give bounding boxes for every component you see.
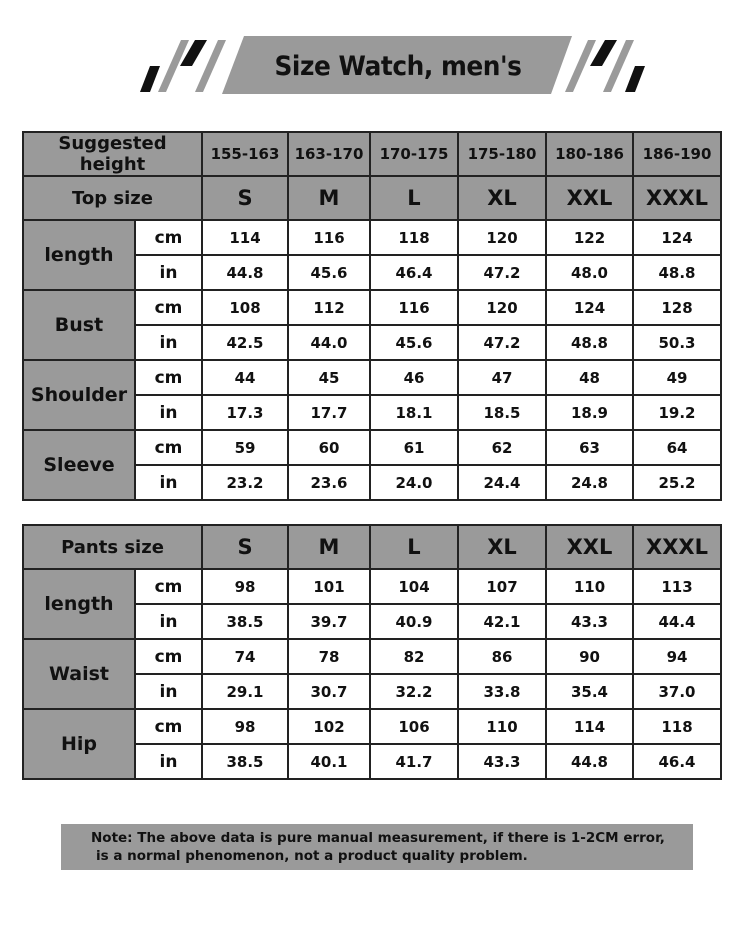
pants-size-table [22,524,722,780]
unit-in: in [135,674,202,709]
value-cell: 86 [458,639,546,674]
value-cell: 116 [288,220,370,255]
value-cell: 101 [288,569,370,604]
value-cell: 40.1 [288,744,370,779]
measure-label: length [23,220,135,290]
size-header: XXL [546,525,633,569]
top-size-table [22,131,722,501]
value-cell: 39.7 [288,604,370,639]
value-cell: 46.4 [633,744,721,779]
value-cell: 63 [546,430,633,465]
pants-size-label: Pants size [23,525,202,569]
value-cell: 42.5 [202,325,288,360]
value-cell: 59 [202,430,288,465]
size-row [23,525,721,569]
value-cell: 47 [458,360,546,395]
value-cell: 41.7 [370,744,458,779]
value-cell: 78 [288,639,370,674]
table-row [23,360,721,395]
unit-cm: cm [135,639,202,674]
value-cell: 35.4 [546,674,633,709]
table-row [23,639,721,674]
table-row [23,220,721,255]
value-cell: 44.0 [288,325,370,360]
value-cell: 17.7 [288,395,370,430]
table-row [23,290,721,325]
unit-cm: cm [135,290,202,325]
size-header: XL [458,176,546,220]
value-cell: 114 [546,709,633,744]
unit-in: in [135,604,202,639]
value-cell: 118 [633,709,721,744]
measurement-note [61,824,693,870]
unit-cm: cm [135,430,202,465]
value-cell: 50.3 [633,325,721,360]
value-cell: 23.6 [288,465,370,500]
table-row [23,709,721,744]
value-cell: 42.1 [458,604,546,639]
measure-label: Waist [23,639,135,709]
value-cell: 124 [633,220,721,255]
unit-in: in [135,255,202,290]
value-cell: 37.0 [633,674,721,709]
value-cell: 102 [288,709,370,744]
value-cell: 48 [546,360,633,395]
value-cell: 112 [288,290,370,325]
value-cell: 40.9 [370,604,458,639]
value-cell: 19.2 [633,395,721,430]
size-header: L [370,176,458,220]
unit-in: in [135,395,202,430]
value-cell: 24.4 [458,465,546,500]
value-cell: 116 [370,290,458,325]
measure-label: Sleeve [23,430,135,500]
unit-cm: cm [135,360,202,395]
value-cell: 33.8 [458,674,546,709]
value-cell: 32.2 [370,674,458,709]
right-stripe-black-2 [625,66,645,92]
height-range: 175-180 [458,132,546,176]
top-size-label: Top size [23,176,202,220]
size-header: XL [458,525,546,569]
measure-label: Shoulder [23,360,135,430]
measure-label: length [23,569,135,639]
value-cell: 122 [546,220,633,255]
page-title: Size Watch, men's [274,50,522,82]
height-label: Suggested height [23,132,202,176]
value-cell: 49 [633,360,721,395]
unit-in: in [135,465,202,500]
value-cell: 18.5 [458,395,546,430]
height-range: 170-175 [370,132,458,176]
size-row [23,176,721,220]
size-header: XXXL [633,525,721,569]
value-cell: 114 [202,220,288,255]
size-header: M [288,176,370,220]
value-cell: 94 [633,639,721,674]
value-cell: 44.8 [546,744,633,779]
value-cell: 48.0 [546,255,633,290]
value-cell: 45.6 [370,325,458,360]
unit-in: in [135,744,202,779]
value-cell: 110 [458,709,546,744]
value-cell: 38.5 [202,604,288,639]
value-cell: 120 [458,220,546,255]
left-stripe-black-1 [140,66,160,92]
value-cell: 18.9 [546,395,633,430]
height-range: 180-186 [546,132,633,176]
size-header: L [370,525,458,569]
value-cell: 106 [370,709,458,744]
value-cell: 48.8 [546,325,633,360]
value-cell: 118 [370,220,458,255]
size-header: XXXL [633,176,721,220]
value-cell: 47.2 [458,325,546,360]
value-cell: 98 [202,709,288,744]
value-cell: 104 [370,569,458,604]
value-cell: 108 [202,290,288,325]
value-cell: 45.6 [288,255,370,290]
value-cell: 82 [370,639,458,674]
value-cell: 46.4 [370,255,458,290]
value-cell: 74 [202,639,288,674]
value-cell: 48.8 [633,255,721,290]
note-line-2: is a normal phenomenon, not a product quality problem. [96,848,528,864]
value-cell: 23.2 [202,465,288,500]
height-range: 163-170 [288,132,370,176]
measure-label: Hip [23,709,135,779]
title-banner [0,0,750,110]
value-cell: 43.3 [546,604,633,639]
value-cell: 110 [546,569,633,604]
value-cell: 120 [458,290,546,325]
value-cell: 124 [546,290,633,325]
value-cell: 46 [370,360,458,395]
note-line-1: Note: The above data is pure manual measurement, if there is 1-2CM error, [91,830,665,846]
table-row [23,569,721,604]
value-cell: 29.1 [202,674,288,709]
value-cell: 44.8 [202,255,288,290]
value-cell: 17.3 [202,395,288,430]
value-cell: 107 [458,569,546,604]
size-header: XXL [546,176,633,220]
height-range: 155-163 [202,132,288,176]
size-header: S [202,525,288,569]
value-cell: 60 [288,430,370,465]
unit-in: in [135,325,202,360]
value-cell: 44.4 [633,604,721,639]
unit-cm: cm [135,569,202,604]
value-cell: 25.2 [633,465,721,500]
value-cell: 113 [633,569,721,604]
value-cell: 24.0 [370,465,458,500]
size-header: M [288,525,370,569]
value-cell: 64 [633,430,721,465]
unit-cm: cm [135,709,202,744]
value-cell: 18.1 [370,395,458,430]
value-cell: 45 [288,360,370,395]
value-cell: 90 [546,639,633,674]
value-cell: 47.2 [458,255,546,290]
value-cell: 44 [202,360,288,395]
size-header: S [202,176,288,220]
value-cell: 128 [633,290,721,325]
table-row [23,430,721,465]
value-cell: 62 [458,430,546,465]
value-cell: 24.8 [546,465,633,500]
height-row [23,132,721,176]
value-cell: 61 [370,430,458,465]
value-cell: 30.7 [288,674,370,709]
value-cell: 38.5 [202,744,288,779]
value-cell: 43.3 [458,744,546,779]
height-range: 186-190 [633,132,721,176]
unit-cm: cm [135,220,202,255]
measure-label: Bust [23,290,135,360]
value-cell: 98 [202,569,288,604]
